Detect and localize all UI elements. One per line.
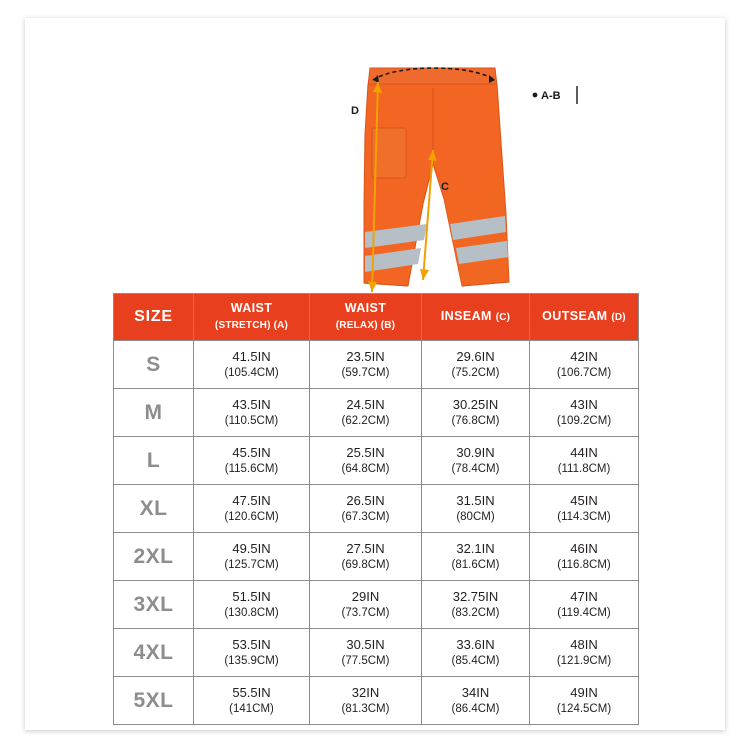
cell-size: 4XL [114, 629, 194, 677]
col-header-inseam [422, 294, 530, 341]
col-header-waist-relax-sub: (RELAX) (B) [335, 319, 396, 331]
cell-waist-relax: 29IN (73.7CM) [310, 581, 422, 629]
cell-waist-stretch: 45.5IN (115.6CM) [194, 437, 310, 485]
cell-inseam: 33.6IN (85.4CM) [422, 629, 530, 677]
cell-outseam: 48IN (121.9CM) [530, 629, 639, 677]
table-row [114, 437, 639, 485]
cell-inseam: 32.1IN (81.6CM) [422, 533, 530, 581]
col-header-waist-stretch-sub: (STRETCH) (A) [214, 319, 289, 331]
size-chart-table-wrap [113, 293, 638, 725]
cell-size: S [114, 341, 194, 389]
col-header-size [114, 294, 194, 341]
cell-outseam: 42IN (106.7CM) [530, 341, 639, 389]
col-header-size-label: SIZE [134, 307, 173, 325]
cell-waist-relax: 30.5IN (77.5CM) [310, 629, 422, 677]
cell-outseam: 46IN (116.8CM) [530, 533, 639, 581]
table-body [114, 341, 639, 725]
cell-outseam: 47IN (119.4CM) [530, 581, 639, 629]
pants-shape [364, 68, 509, 286]
size-chart-card [25, 18, 725, 730]
cell-waist-relax: 26.5IN (67.3CM) [310, 485, 422, 533]
rain-pants-drawing [165, 24, 585, 306]
col-header-outseam-label: OUTSEAM [542, 308, 608, 323]
col-header-inseam-sub: (C) [495, 311, 511, 323]
cell-outseam: 49IN (124.5CM) [530, 677, 639, 725]
col-header-waist-relax-label: WAIST [344, 301, 387, 315]
cell-inseam: 30.25IN (76.8CM) [422, 389, 530, 437]
cell-waist-stretch: 49.5IN (125.7CM) [194, 533, 310, 581]
cell-outseam: 43IN (109.2CM) [530, 389, 639, 437]
table-row [114, 341, 639, 389]
table-row [114, 485, 639, 533]
label-d: D [351, 105, 359, 117]
cell-inseam: 31.5IN (80CM) [422, 485, 530, 533]
cell-waist-relax: 25.5IN (64.8CM) [310, 437, 422, 485]
label-ab: A-B [541, 90, 561, 102]
product-illustration [25, 24, 725, 306]
cell-waist-relax: 32IN (81.3CM) [310, 677, 422, 725]
cell-waist-stretch: 43.5IN (110.5CM) [194, 389, 310, 437]
col-header-outseam [530, 294, 639, 341]
table-row [114, 581, 639, 629]
cell-inseam: 34IN (86.4CM) [422, 677, 530, 725]
cell-waist-relax: 24.5IN (62.2CM) [310, 389, 422, 437]
header-row [114, 294, 639, 341]
cell-outseam: 45IN (114.3CM) [530, 485, 639, 533]
table-row [114, 677, 639, 725]
col-header-waist-relax [310, 294, 422, 341]
cell-size: 5XL [114, 677, 194, 725]
cell-waist-stretch: 41.5IN (105.4CM) [194, 341, 310, 389]
cell-size: M [114, 389, 194, 437]
table-header [114, 294, 639, 341]
cell-waist-stretch: 53.5IN (135.9CM) [194, 629, 310, 677]
cell-waist-stretch: 55.5IN (141CM) [194, 677, 310, 725]
label-c: C [441, 181, 449, 193]
cell-outseam: 44IN (111.8CM) [530, 437, 639, 485]
cell-waist-relax: 23.5IN (59.7CM) [310, 341, 422, 389]
cell-size: XL [114, 485, 194, 533]
cell-inseam: 30.9IN (78.4CM) [422, 437, 530, 485]
cell-inseam: 29.6IN (75.2CM) [422, 341, 530, 389]
cell-size: 2XL [114, 533, 194, 581]
table-row [114, 629, 639, 677]
cell-waist-relax: 27.5IN (69.8CM) [310, 533, 422, 581]
col-header-waist-stretch [194, 294, 310, 341]
col-header-outseam-sub: (D) [611, 311, 626, 323]
cell-inseam: 32.75IN (83.2CM) [422, 581, 530, 629]
cell-waist-stretch: 51.5IN (130.8CM) [194, 581, 310, 629]
table-row [114, 533, 639, 581]
size-chart-table [113, 293, 639, 725]
col-header-inseam-label: INSEAM [440, 308, 492, 323]
cell-waist-stretch: 47.5IN (120.6CM) [194, 485, 310, 533]
col-header-waist-stretch-label: WAIST [230, 301, 273, 315]
cell-size: L [114, 437, 194, 485]
table-row [114, 389, 639, 437]
cell-size: 3XL [114, 581, 194, 629]
